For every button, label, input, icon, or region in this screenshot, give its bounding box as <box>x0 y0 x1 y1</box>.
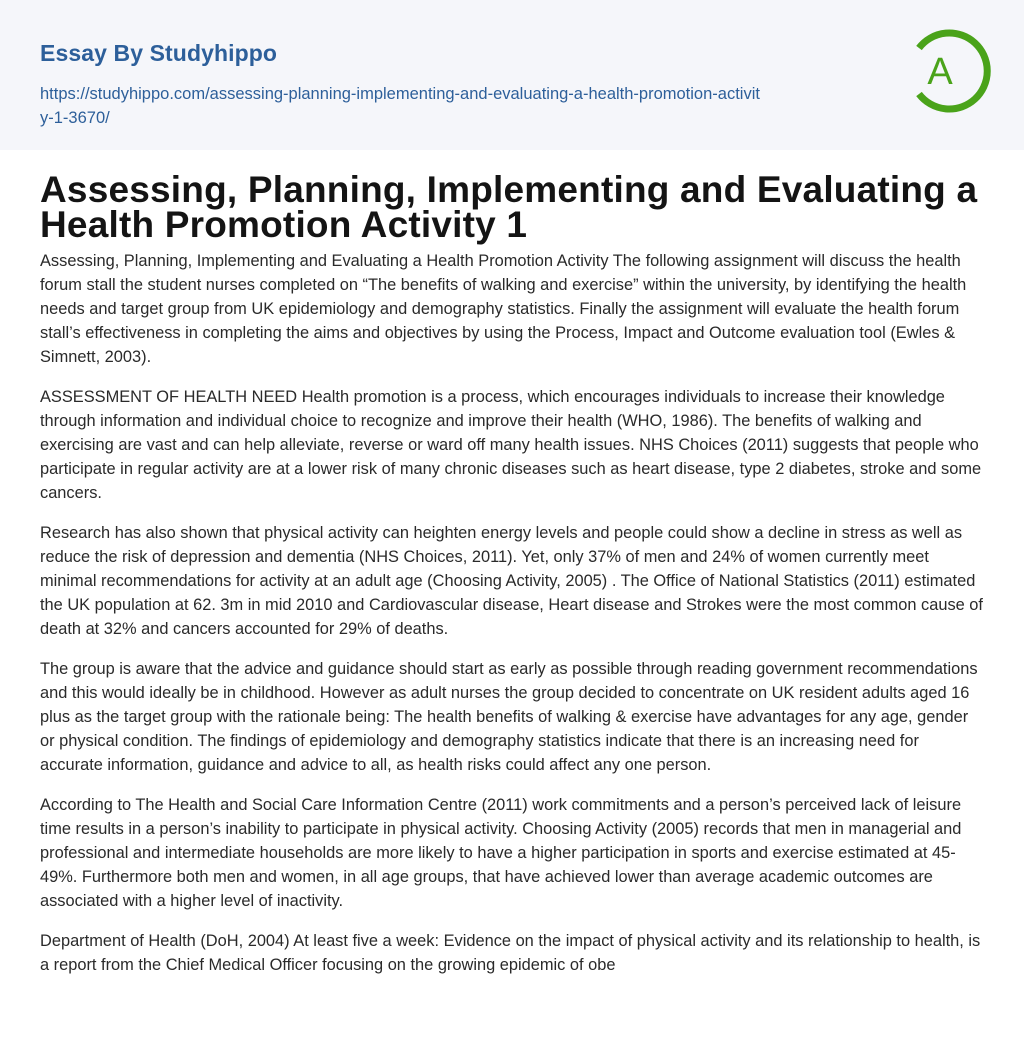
paragraph: Research has also shown that physical activity can heighten energy levels and people could show a decline in stress as well as reduce the risk of depression and dementia (NHS Choices, 2011). Yet, only 37% of men and 24% of women currently meet minimal recommendations for activity at an adult age (Choosing Activity, 2005) . The Office of National Statistics (2011) estimated the UK population at 62. 3m in mid 2010 and Cardiovascular disease, Heart disease and Strokes were the most common cause of death at 32% and cancers accounted for 29% of deaths. <box>40 524 983 638</box>
paragraph: ASSESSMENT OF HEALTH NEED Health promotion is a process, which encourages individuals to increase their knowledge through information and individual choice to recognize and improve their health (WHO, 1986). The benefits of walking and exercising are vast and can help alleviate, reverse or ward off many health issues. NHS Choices (2011) suggests that people who participate in regular activity are at a lower risk of many chronic diseases such as heart disease, type 2 diabetes, stroke and some cancers. <box>40 388 982 502</box>
paragraph: Department of Health (DoH, 2004) At least five a week: Evidence on the impact of physical activity and its relationship to health, is a report from the Chief Medical Officer focusing on the growing epidemic of obe <box>40 932 981 974</box>
article-body <box>40 249 985 993</box>
paragraph: Assessing, Planning, Implementing and Evaluating a Health Promotion Activity The following assignment will discuss the health forum stall the student nurses completed on “The benefits of walking and exercise” within the university, by identifying the health needs and target group from UK epidemiology and demography statistics. Finally the assignment will evaluate the health forum stall’s effectiveness in completing the aims and objectives by using the Process, Impact and Outcome evaluation tool (Ewles & Simnett, 2003). <box>40 252 967 366</box>
page-title: Assessing, Planning, Implementing and Evaluating a Health Promotion Activity 1 <box>40 169 978 245</box>
paragraph: The group is aware that the advice and guidance should start as early as possible through reading government recommendations and this would ideally be in childhood. However as adult nurses the group decided to concentrate on UK resident adults aged 16 plus as the target group with the rationale being: The health benefits of walking & exercise have advantages for any age, gender or physical condition. The findings of epidemiology and demography statistics indicate that there is an increasing need for accurate information, guidance and advice to all, as health risks could affect any one person. <box>40 660 978 774</box>
logo-letter: A <box>927 51 953 93</box>
source-url-link[interactable]: https://studyhippo.com/assessing-planning-implementing-and-evaluating-a-health-promotion-activity-1-3670/ <box>40 85 760 127</box>
brand-title: Essay By Studyhippo <box>40 40 278 66</box>
paragraph: According to The Health and Social Care Information Centre (2011) work commitments and a person’s perceived lack of leisure time results in a person’s inability to participate in physical activity. Choosing Activity (2005) records that men in managerial and professional and intermediate households are more likely to have a higher participation in sports and exercise estimated at 45-49%. Furthermore both men and women, in all age groups, that have achieved lower than average academic outcomes are associated with a higher level of inactivity. <box>40 796 962 910</box>
